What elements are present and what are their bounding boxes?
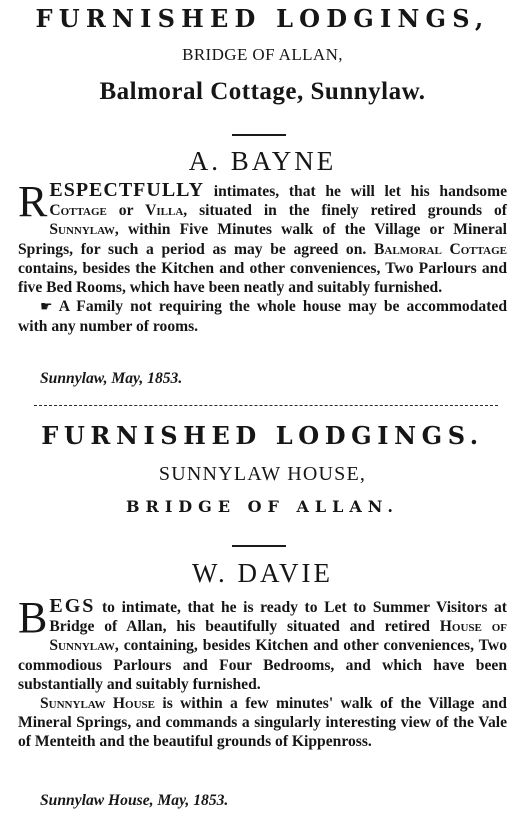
ad2-text: is within a few minutes' walk of the Village and Mineral Springs, and commands a singularly interesting view of the Vale of Menteith and the beautiful grounds of Kippenross. — [18, 695, 507, 751]
ad2-advertiser-name: W. DAVIE — [191, 558, 333, 588]
ad2-smallcaps: House of Sunnylaw — [49, 618, 507, 655]
ad2-title: FURNISHED LODGINGS. — [41, 421, 484, 450]
ad2-text: , containing, besides Kitchen and other conveniences, Two commodious Parlours and Four Bedrooms, and which have been substantially and suitably furnished. — [18, 637, 507, 693]
ad1-smallcaps: Cottage — [49, 202, 107, 220]
ad1-text: contains, besides the Kitchen and other conveniences, Two Parlours and five Bed Rooms, which have been neatly and suitably furnished. — [18, 259, 507, 297]
ad1-paragraph-2 — [18, 297, 507, 336]
ad2-paragraph-2 — [18, 694, 507, 752]
ad2-location: BRIDGE OF ALLAN. — [126, 497, 399, 516]
pointing-hand-icon: ☛ — [40, 300, 53, 316]
ad1-body — [18, 177, 507, 337]
ad1-text: , situated in the finely retired grounds of — [183, 202, 507, 220]
ad1-house-name: Balmoral Cottage, Sunnylaw. — [99, 78, 426, 105]
ad1-paragraph-1 — [18, 177, 507, 297]
ad1-title: FURNISHED LODGINGS, — [35, 4, 490, 33]
ad1-short-rule — [232, 134, 286, 136]
ad1-text: intimates, that he will let his handsome — [204, 183, 507, 200]
ad1-smallcaps: Sunnylaw — [49, 221, 115, 239]
ad2-paragraph-1 — [18, 593, 507, 694]
ad2-short-rule — [232, 545, 286, 547]
ad2-smallcaps: Sunnylaw House — [40, 695, 155, 713]
ad2-text: to intimate, that he is ready to Let to Summer Visitors at Bridge of Allan, his beautifully situated and retired — [49, 599, 507, 636]
ad1-text: or — [106, 202, 146, 220]
ad2-house-name: SUNNYLAW HOUSE, — [158, 463, 367, 485]
ad1-advertiser-name: A. BAYNE — [188, 146, 337, 176]
ad1-first-word: ESPECTFULLY — [49, 179, 205, 201]
ad2-body — [18, 593, 507, 752]
section-divider — [34, 405, 498, 406]
ad1-dropcap: R — [18, 177, 48, 226]
ad1-location: BRIDGE OF ALLAN, — [182, 45, 343, 64]
ad2-signoff: Sunnylaw House, May, 1853. — [40, 792, 229, 809]
ad1-text: , within Five Minutes walk of the Village or Mineral Springs, for such a period as may be agreed on. — [18, 221, 507, 258]
ad2-dropcap: B — [18, 593, 48, 642]
ad1-signoff: Sunnylaw, May, 1853. — [40, 370, 183, 387]
ad2-first-word: EGS — [49, 595, 96, 617]
ad1-smallcaps: Villa — [145, 202, 184, 220]
ad1-text: A Family not requiring the whole house may be accommodated with any number of rooms. — [18, 298, 507, 336]
ad1-smallcaps: Balmoral Cottage — [373, 240, 507, 258]
